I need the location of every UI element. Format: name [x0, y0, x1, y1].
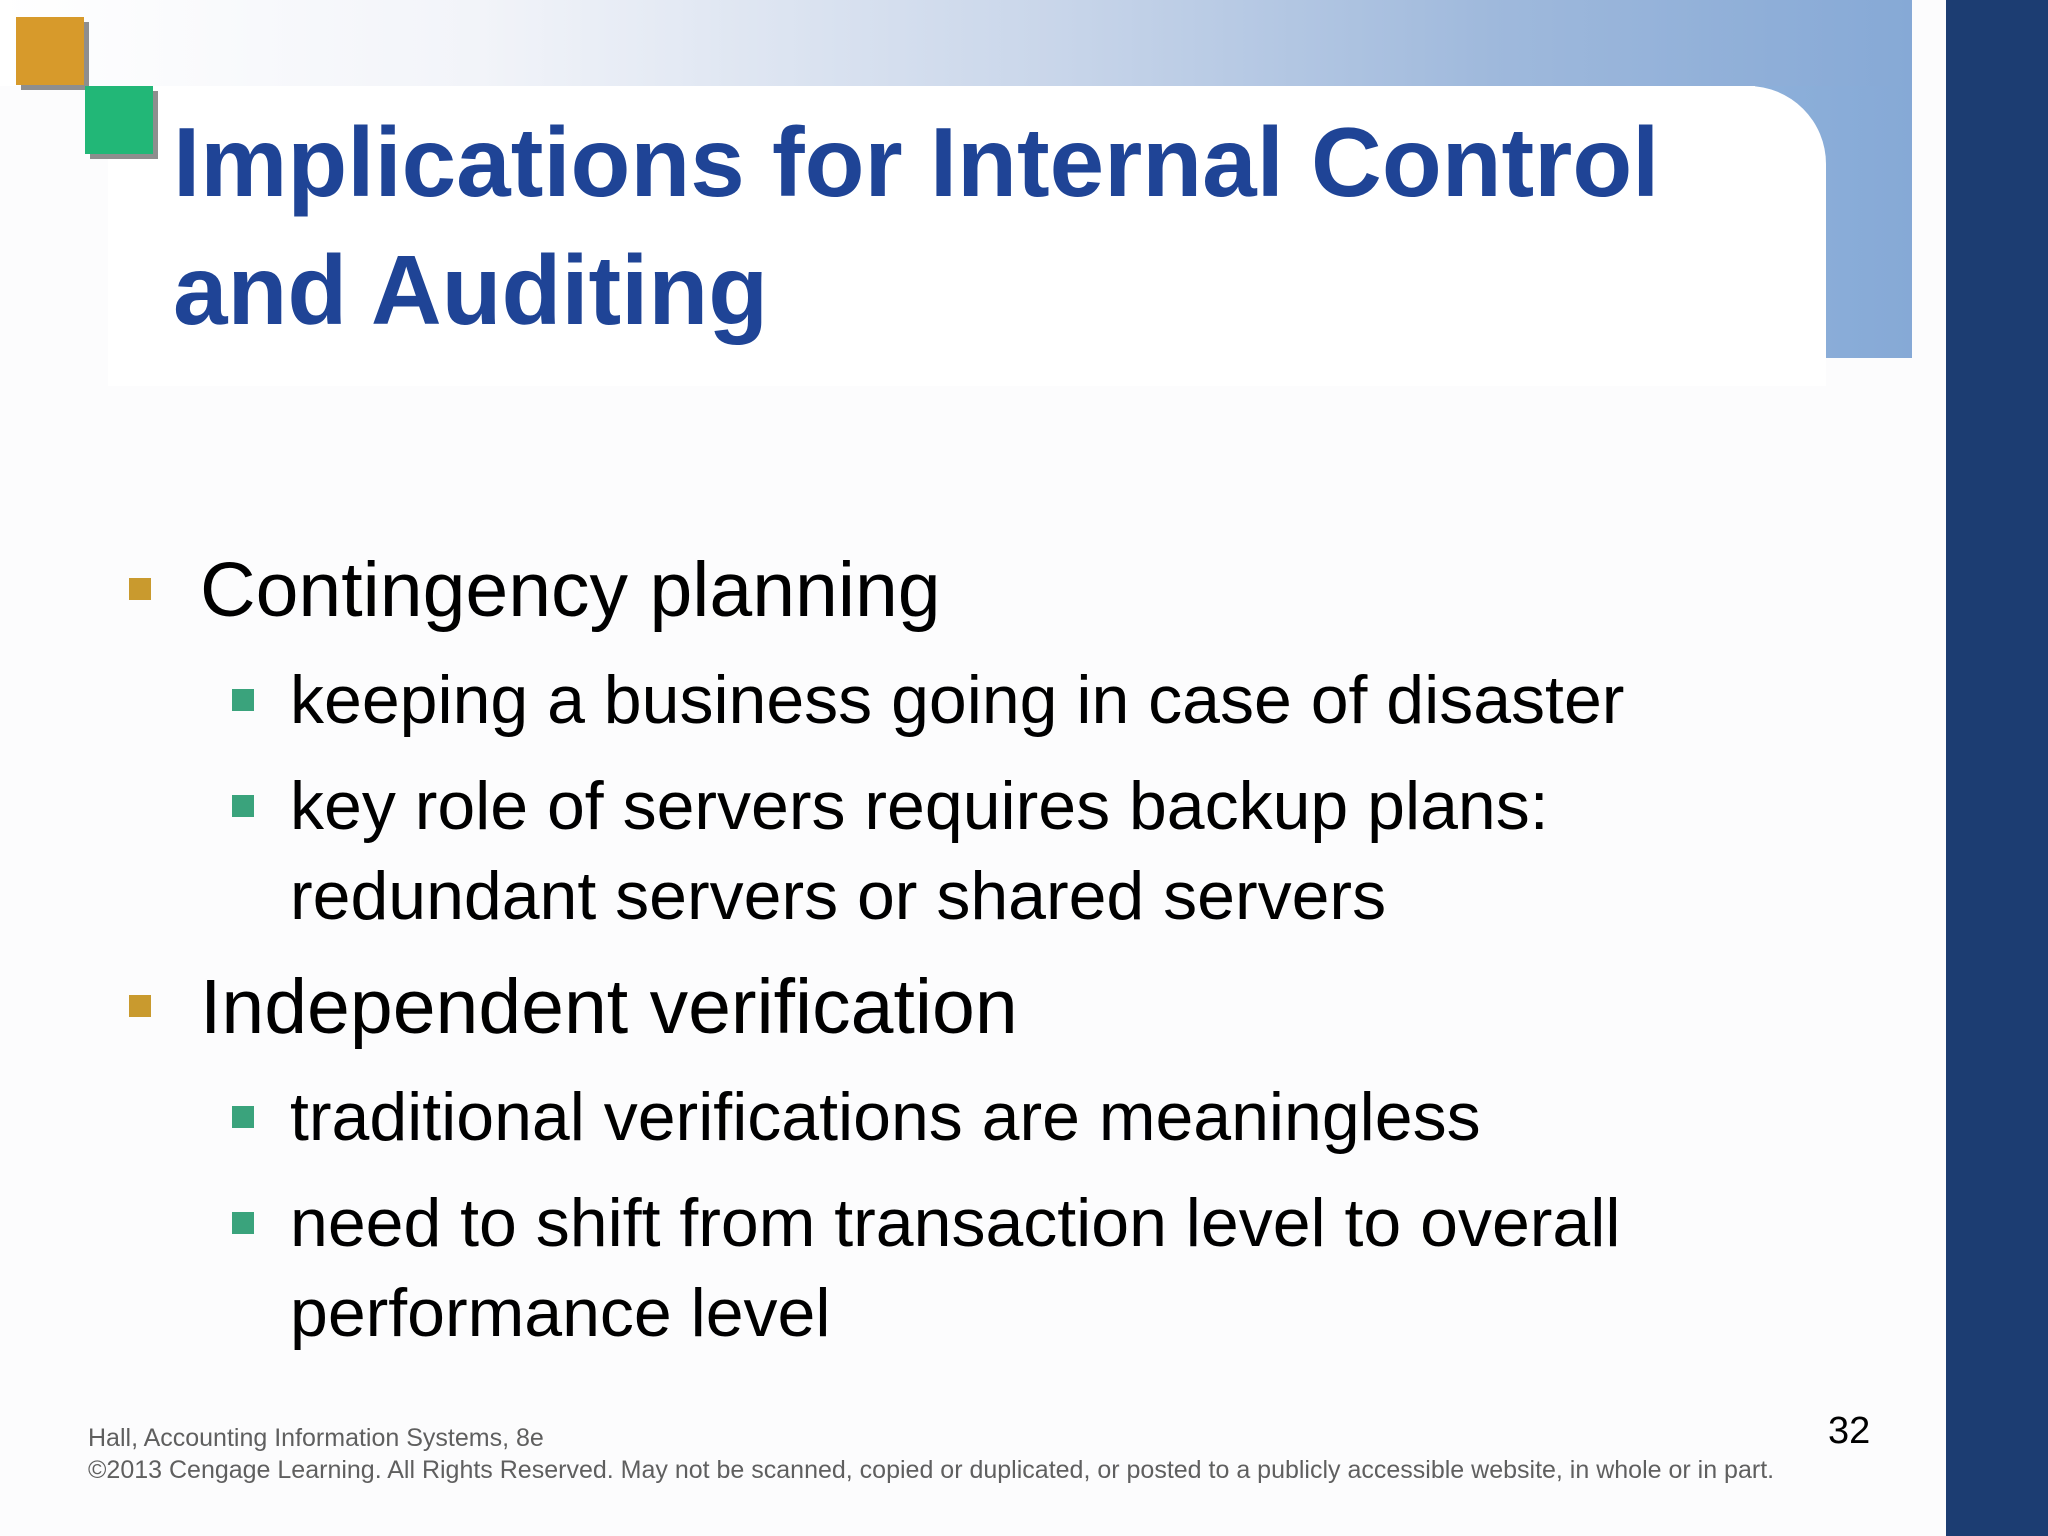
bullet-marker-level2 [232, 1212, 254, 1234]
bullet-marker-level2 [232, 795, 254, 817]
slide-title: Implications for Internal Control and Auditing [173, 107, 1660, 345]
footer-copyright: ©2013 Cengage Learning. All Rights Reserved. May not be scanned, copied or duplicated, or posted to a publicly accessible website, in whole or in part. [88, 1456, 1775, 1484]
bullet-marker-level2 [232, 1106, 254, 1128]
bullet-item: Independent verification [200, 964, 1018, 1050]
sub-bullet-item: keeping a business going in case of disaster [290, 662, 1625, 738]
footer-source: Hall, Accounting Information Systems, 8e [88, 1424, 544, 1452]
bullet-item: Contingency planning [200, 547, 941, 633]
sub-bullet-item: traditional verifications are meaningless [290, 1079, 1481, 1155]
sub-bullet-item: need to shift from transaction level to overall performance level [290, 1185, 1621, 1351]
bullet-marker-level1 [129, 995, 151, 1017]
page-number: 32 [1828, 1410, 1871, 1452]
bullet-marker-level1 [129, 578, 151, 600]
right-sidebar-bar [1946, 0, 2048, 1536]
bullet-marker-level2 [232, 689, 254, 711]
sub-bullet-item: key role of servers requires backup plans: redundant servers or shared servers [290, 768, 1549, 934]
